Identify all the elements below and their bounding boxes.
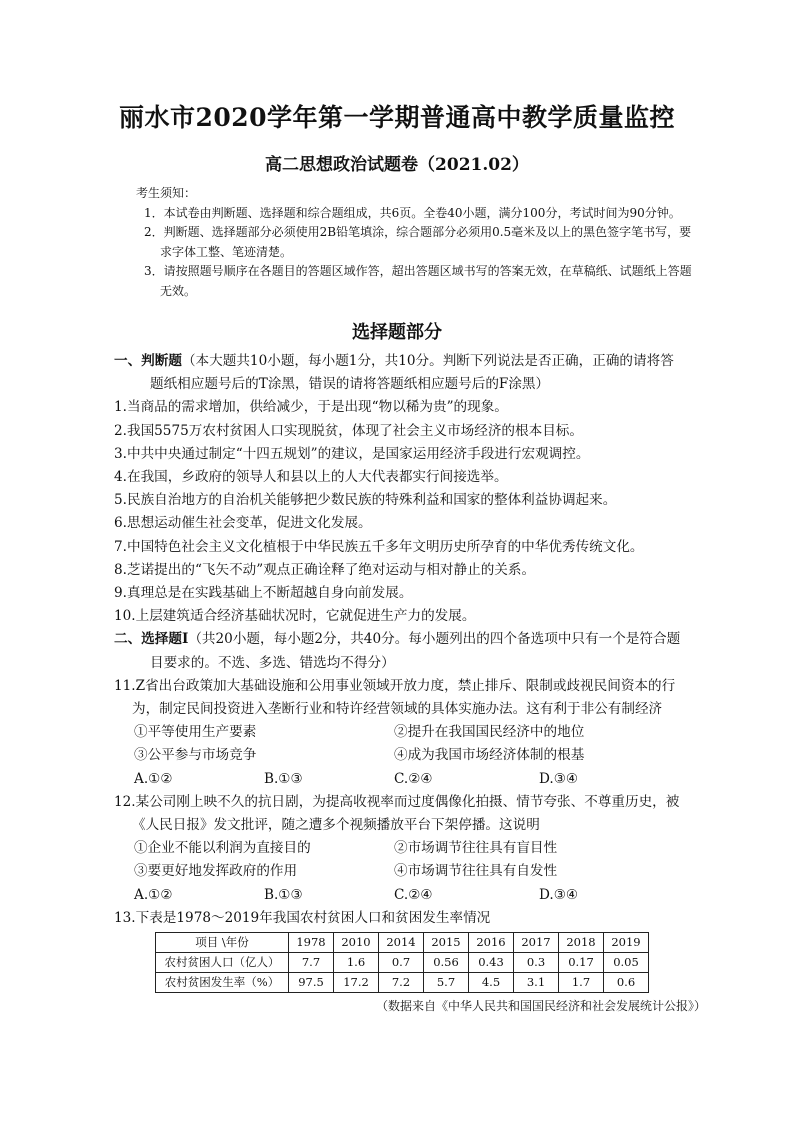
part-label: 二、选择题Ⅰ — [114, 631, 189, 648]
question-11-stem: 11.Z省出台政策加大基础设施和公用事业领域开放力度，禁止排斥、限制或歧视民间资本的行为，制定民间投资进入垄断行业和特许经营领域的具体实施办法。这有利于非公有制经济 — [114, 677, 676, 718]
table-row — [156, 953, 649, 973]
table-year-cell: 2016 — [469, 933, 514, 953]
question-11-options — [134, 768, 684, 791]
statement: ②提升在我国国民经济中的地位 — [394, 724, 585, 741]
question-11-statements — [134, 721, 684, 767]
judgement-question: 10.上层建筑适合经济基础状况时，它就促进生产力的发展。 — [114, 608, 476, 625]
answer-option: C.②④ — [394, 886, 433, 903]
answer-option: A.①② — [134, 886, 173, 903]
table-cell: 4.5 — [469, 973, 514, 993]
answer-option: A.①② — [134, 770, 173, 787]
judgement-question: 3.中共中央通过制定“十四五规划”的建议，是国家运用经济手段进行宏观调控。 — [114, 445, 590, 462]
candidate-notice — [136, 184, 696, 301]
table-year-cell: 2018 — [559, 933, 604, 953]
table-cell: 17.2 — [334, 973, 379, 993]
judgement-question: 6.思想运动催生社会变革，促进文化发展。 — [114, 515, 372, 532]
poverty-data-table — [155, 932, 649, 993]
table-header-row — [156, 933, 649, 953]
part-heading-choice — [114, 628, 684, 674]
answer-option: D.③④ — [539, 886, 579, 903]
section-title: 选择题部分 — [352, 322, 442, 343]
statement: ①平等使用生产要素 — [134, 724, 257, 741]
statement: ③要更好地发挥政府的作用 — [134, 863, 298, 880]
part-heading-judgement — [114, 350, 684, 396]
answer-option: B.①③ — [264, 886, 303, 903]
table-cell: 0.7 — [379, 953, 424, 973]
table-corner-cell: 项目 \年份 — [156, 933, 289, 953]
notice-item: 2．判断题、选择题部分必须使用2B铅笔填涂，综合题部分必须用0.5毫米及以上的黑色签字笔书写，要求字体工整、笔迹清楚。 — [144, 225, 692, 259]
statement: ④成为我国市场经济体制的根基 — [394, 747, 585, 764]
table-year-cell: 2010 — [334, 933, 379, 953]
table-cell: 0.43 — [469, 953, 514, 973]
statement: ②市场调节往往具有盲目性 — [394, 840, 558, 857]
question-13-stem: 13.下表是1978～2019年我国农村贫困人口和贫困发生率情况 — [114, 909, 491, 926]
part-description: （本大题共10小题，每小题1分，共10分。判断下列说法是否正确，正确的请将答题纸相应题号后的T涂黑，错误的请将答题纸相应题号后的F涂黑） — [150, 353, 674, 393]
statement: ③公平参与市场竞争 — [134, 747, 257, 764]
table-cell: 7.2 — [379, 973, 424, 993]
table-cell: 0.3 — [514, 953, 559, 973]
table-row — [156, 973, 649, 993]
judgement-question: 8.芝诺提出的“飞矢不动”观点正确诠释了绝对运动与相对静止的关系。 — [114, 561, 536, 578]
part-label: 一、判断题 — [114, 353, 182, 369]
notice-item: 3．请按照题号顺序在各题目的答题区域作答，超出答题区域书写的答案无效，在草稿纸、试题纸上答题无效。 — [144, 264, 692, 298]
judgement-question: 7.中国特色社会主义文化植根于中华民族五千多年文明历史所孕育的中华优秀传统文化。 — [114, 538, 644, 555]
table-row-label: 农村贫困人口（亿人） — [156, 953, 289, 973]
judgement-question: 9.真理总是在实践基础上不断超越自身向前发展。 — [114, 585, 413, 602]
table-cell: 1.6 — [334, 953, 379, 973]
data-source-note: （数据来自《中华人民共和国国民经济和社会发展统计公报》） — [375, 999, 706, 1014]
answer-option: D.③④ — [539, 770, 579, 787]
question-12-options — [134, 884, 684, 907]
judgement-question: 1.当商品的需求增加，供给减少，于是出现“物以稀为贵”的现象。 — [114, 399, 508, 416]
questions — [114, 350, 706, 1018]
part-description: （共20小题，每小题2分，共40分。每小题列出的四个备选项中只有一个是符合题目要求的。不选、多选、错选均不得分） — [150, 631, 681, 671]
table-cell: 5.7 — [424, 973, 469, 993]
statement: ④市场调节往往具有自发性 — [394, 863, 558, 880]
question-12-statements — [134, 837, 684, 883]
table-cell: 0.17 — [559, 953, 604, 973]
table-cell: 3.1 — [514, 973, 559, 993]
judgement-question: 2.我国5575万农村贫困人口实现脱贫，体现了社会主义市场经济的根本目标。 — [114, 422, 583, 439]
table-cell: 97.5 — [289, 973, 334, 993]
table-year-cell: 2014 — [379, 933, 424, 953]
table-cell: 0.6 — [604, 973, 649, 993]
table-cell: 7.7 — [289, 953, 334, 973]
table-cell: 0.05 — [604, 953, 649, 973]
answer-option: B.①③ — [264, 770, 303, 787]
exam-subtitle: 高二思想政治试题卷（2021.02） — [265, 155, 529, 175]
notice-heading: 考生须知： — [136, 186, 197, 200]
judgement-question: 4.在我国，乡政府的领导人和县以上的人大代表都实行间接选举。 — [114, 469, 508, 486]
notice-item: 1．本试卷由判断题、选择题和综合题组成，共6页。全卷40小题，满分100分，考试时间为90分钟。 — [144, 205, 681, 220]
table-cell: 0.56 — [424, 953, 469, 973]
table-cell: 1.7 — [559, 973, 604, 993]
table-row-label: 农村贫困发生率（%） — [156, 973, 289, 993]
exam-title: 丽水市2020学年第一学期普通高中教学质量监控 — [118, 103, 676, 132]
table-year-cell: 1978 — [289, 933, 334, 953]
question-12-stem: 12.某公司刚上映不久的抗日剧，为提高收视率而过度偶像化拍摄、情节夸张、不尊重历史，被《人民日报》发文批评，随之遭多个视频播放平台下架停播。这说明 — [114, 793, 680, 834]
statement: ①企业不能以利润为直接目的 — [134, 840, 311, 857]
table-year-cell: 2015 — [424, 933, 469, 953]
table-year-cell: 2017 — [514, 933, 559, 953]
judgement-question: 5.民族自治地方的自治机关能够把少数民族的特殊利益和国家的整体利益协调起来。 — [114, 492, 617, 509]
answer-option: C.②④ — [394, 770, 433, 787]
table-year-cell: 2019 — [604, 933, 649, 953]
